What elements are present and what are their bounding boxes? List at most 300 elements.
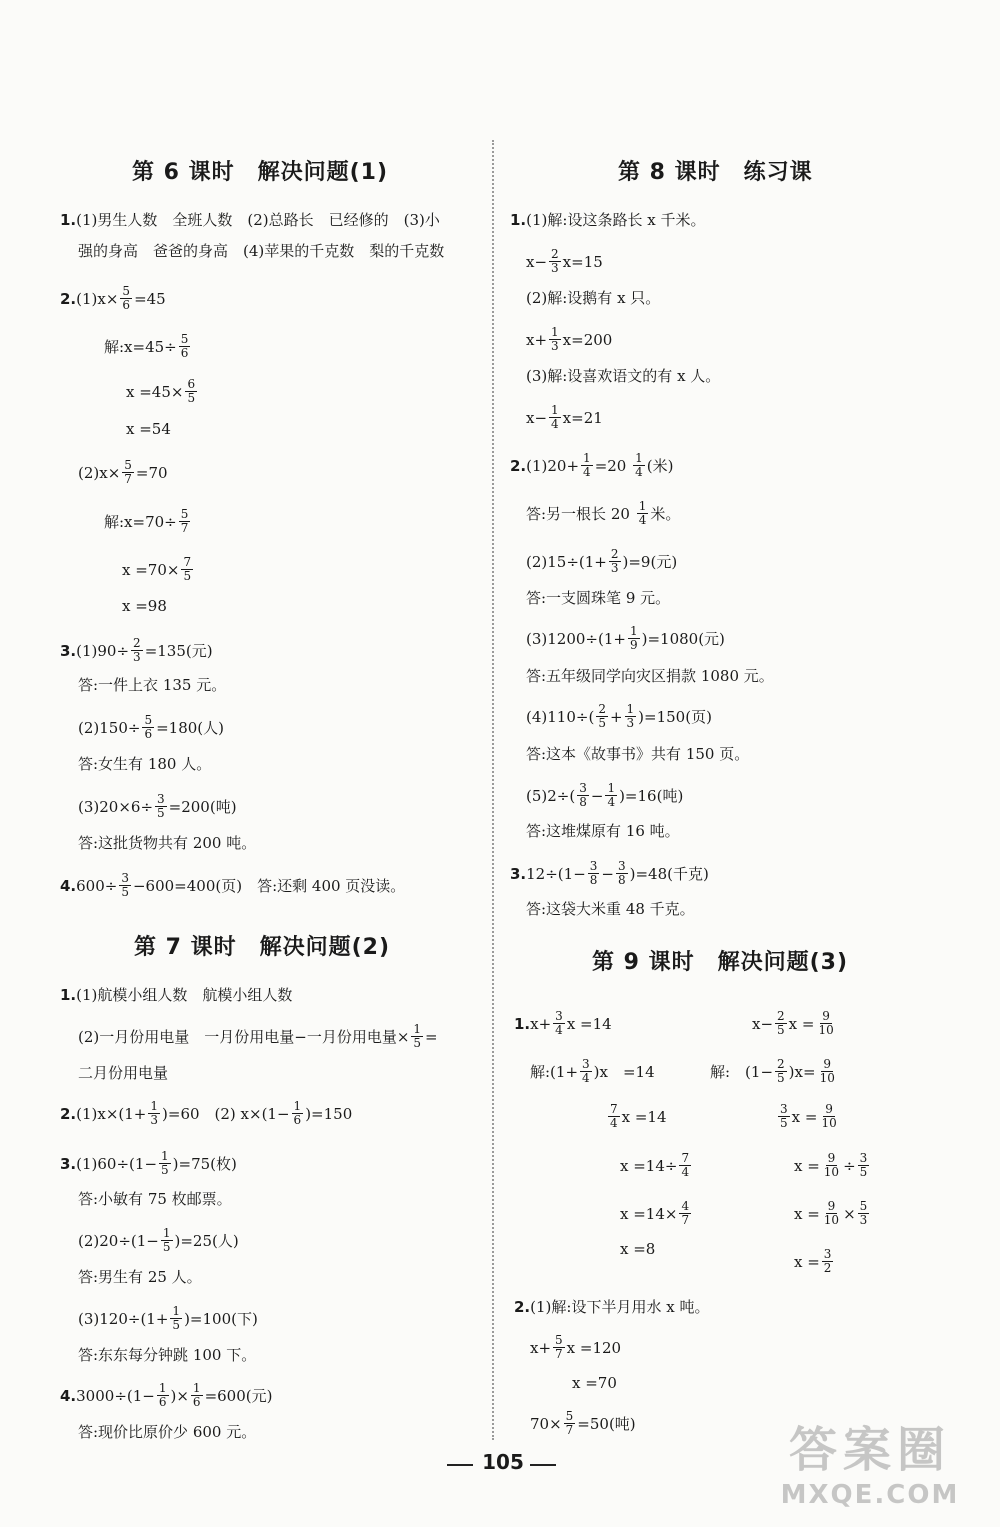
numerator: 7 (681, 1151, 690, 1165)
numerator: 1 (607, 781, 616, 795)
numerator: 1 (413, 1022, 422, 1036)
answer-line (530, 1058, 655, 1085)
line-text: − (590, 786, 604, 805)
line-text: x =8 (620, 1240, 656, 1258)
numerator: 9 (825, 1102, 833, 1116)
line-text: )× (170, 1386, 189, 1405)
line-text: (1)90÷ (76, 641, 130, 660)
numerator: 1 (158, 1381, 167, 1395)
denominator: 5 (161, 1163, 169, 1177)
line-text: − (601, 864, 614, 883)
line-text: x =14 (621, 1107, 667, 1126)
line-text: 600÷ (76, 876, 118, 895)
line-text: =50(吨) (577, 1414, 636, 1433)
line-text: 3000÷(1− (76, 1386, 155, 1405)
answer-line (78, 459, 168, 486)
numerator: 9 (822, 1009, 830, 1023)
numerator: 1 (626, 702, 635, 716)
numerator: 5 (180, 507, 189, 521)
line-text: (2)150÷ (78, 718, 141, 737)
answer-line (620, 1200, 693, 1227)
answer-line (572, 1372, 617, 1393)
numerator: 5 (565, 1409, 574, 1423)
numerator: 3 (823, 1247, 832, 1261)
line-text: 答:东东每分钟跳 100 下。 (78, 1346, 257, 1364)
line-text: x=15 (562, 252, 603, 271)
line-text: =135(元) (144, 641, 213, 660)
item-number: 2. (514, 1298, 531, 1316)
line-text: 答:这本《故事书》共有 150 页。 (526, 745, 750, 763)
answer-line (122, 595, 167, 616)
denominator: 8 (589, 873, 598, 887)
answer-line (526, 898, 695, 919)
denominator: 5 (413, 1036, 422, 1050)
answer-line (620, 1238, 655, 1259)
numerator: 5 (122, 284, 131, 298)
line-text: 米。 (650, 504, 681, 523)
line-text: x =120 (566, 1338, 622, 1357)
denominator: 5 (598, 716, 606, 730)
item-number: 1. (510, 211, 527, 229)
denominator: 8 (579, 795, 587, 809)
line-text: 答:现价比原价少 600 元。 (78, 1423, 257, 1441)
numerator: 3 (555, 1009, 563, 1023)
line-text: (2)20÷(1− (78, 1231, 159, 1250)
fraction (625, 703, 637, 730)
fraction (181, 556, 193, 583)
line-text: 答:一件上衣 135 元。 (78, 676, 227, 694)
line-text: x+ (530, 1338, 552, 1357)
fraction (191, 1382, 203, 1409)
fraction (148, 1100, 160, 1127)
answer-line (78, 793, 237, 820)
answer-line (606, 1103, 667, 1130)
numerator: 6 (187, 377, 196, 391)
denominator: 4 (610, 1116, 618, 1130)
answer-line (60, 872, 405, 899)
line-text: 强的身高 爸爸的身高 (4)苹果的千克数 梨的千克数 (78, 242, 445, 260)
line-text: (3)解:设喜欢语文的有 x 人。 (526, 367, 721, 385)
denominator: 5 (187, 391, 196, 405)
line-text: )=75(枚) (172, 1154, 237, 1173)
answer-line (78, 1344, 256, 1365)
fraction (131, 637, 143, 664)
item-number: 1. (514, 1014, 531, 1033)
line-text: 答:另一根长 20 (526, 504, 635, 523)
watermark-url: MXQE.COM (780, 1480, 960, 1510)
line-text: )=150 (305, 1104, 353, 1123)
line-text: x− (526, 408, 548, 427)
line-text: 答:五年级同学向灾区捐款 1080 元。 (526, 667, 774, 685)
answer-line (752, 1010, 838, 1037)
line-text: =200(吨) (168, 797, 237, 816)
line-text: (1)男生人数 全班人数 (2)总路长 已经修的 (3)小 (76, 211, 440, 229)
denominator: 6 (180, 346, 189, 360)
fraction (549, 404, 561, 431)
line-text: x = (791, 1107, 818, 1126)
denominator: 10 (823, 1213, 840, 1227)
line-text: (2)一月份用电量 一月份用电量−一月份用电量× (78, 1027, 410, 1046)
fraction (411, 1023, 423, 1050)
denominator: 5 (121, 885, 129, 899)
denominator: 10 (821, 1116, 837, 1130)
line-text: x =45× (126, 382, 184, 401)
answer-line (510, 209, 705, 230)
fraction (564, 1410, 576, 1437)
answer-line (526, 248, 603, 275)
denominator: 7 (555, 1347, 563, 1361)
answer-line (126, 378, 199, 405)
line-text: )=16(吨) (619, 786, 684, 805)
item-number: 1. (60, 986, 77, 1004)
answer-line (526, 703, 712, 730)
fraction (179, 508, 191, 535)
denominator: 5 (859, 1165, 868, 1179)
fraction (616, 860, 628, 887)
line-text: x =54 (126, 420, 171, 438)
line-text: =45 (134, 289, 166, 308)
answer-line (78, 674, 226, 695)
line-text: )=25(人) (174, 1231, 239, 1250)
line-text: )=9(元) (622, 552, 678, 571)
answer-line (794, 1248, 835, 1275)
numerator: 3 (121, 871, 129, 885)
denominator: 7 (565, 1423, 574, 1437)
denominator: 7 (180, 521, 189, 535)
line-text: (2)x× (78, 463, 121, 482)
numerator: 1 (161, 1149, 169, 1163)
numerator: 9 (827, 1199, 836, 1213)
answer-line (514, 1010, 612, 1037)
item-number: 1. (60, 211, 77, 229)
numerator: 2 (777, 1009, 785, 1023)
answer-line (526, 587, 670, 608)
line-text: )=100(下) (184, 1309, 258, 1328)
line-text: 答:这袋大米重 48 千克。 (526, 900, 695, 918)
answer-line (776, 1103, 841, 1130)
fraction (119, 872, 131, 899)
answer-line (104, 508, 192, 535)
line-text: )x= (788, 1062, 816, 1081)
fraction (588, 860, 600, 887)
line-text: (1)航模小组人数 航模小组人数 (76, 986, 293, 1004)
line-text: 答:小敏有 75 枚邮票。 (78, 1190, 232, 1208)
line-text: =180(人) (156, 718, 224, 737)
line-text: x =70× (122, 560, 180, 579)
answer-line (104, 333, 192, 360)
fraction (185, 378, 197, 405)
denominator: 3 (150, 1113, 159, 1127)
denominator: 5 (157, 806, 165, 820)
line-text: x=21 (562, 408, 603, 427)
line-text: 答:男生有 25 人。 (78, 1268, 202, 1286)
fraction (581, 452, 593, 479)
line-text: x =14× (620, 1204, 678, 1223)
item-number: 4. (60, 1386, 77, 1405)
denominator: 7 (124, 472, 132, 486)
numerator: 1 (551, 403, 559, 417)
numerator: 7 (610, 1102, 618, 1116)
numerator: 3 (579, 781, 587, 795)
numerator: 2 (133, 636, 141, 650)
page-number: 105 (482, 1450, 524, 1474)
item-number: 2. (60, 289, 77, 308)
line-text: x = (794, 1252, 820, 1271)
fraction (679, 1152, 691, 1179)
line-text: x− (752, 1014, 774, 1033)
answer-line (78, 753, 211, 774)
answer-line (122, 556, 195, 583)
line-text: (1)60÷(1− (76, 1154, 158, 1173)
fraction (596, 703, 608, 730)
denominator: 4 (635, 465, 643, 479)
line-text: = (425, 1027, 438, 1046)
numerator: 1 (293, 1099, 302, 1113)
line-text: + (609, 707, 623, 726)
fraction (858, 1152, 870, 1179)
line-text: (米) (646, 456, 674, 475)
denominator: 5 (183, 569, 192, 583)
denominator: 4 (551, 417, 559, 431)
line-text: =20 (594, 456, 632, 475)
numerator: 1 (172, 1304, 181, 1318)
denominator: 4 (555, 1023, 563, 1037)
answer-line (60, 285, 166, 312)
line-text: 解:(1+ (530, 1062, 579, 1081)
numerator: 1 (150, 1099, 159, 1113)
item-number: 2. (60, 1104, 77, 1123)
answer-line (510, 452, 673, 479)
line-text: 答:这批货物共有 200 吨。 (78, 834, 257, 852)
answer-line (794, 1152, 871, 1179)
lesson-9-title: 第 9 课时 解决问题(3) (592, 950, 849, 975)
line-text: 答:女生有 180 人。 (78, 755, 212, 773)
numerator: 9 (827, 1151, 836, 1165)
answer-line (514, 1296, 709, 1317)
numerator: 3 (780, 1102, 788, 1116)
numerator: 2 (598, 702, 606, 716)
fraction (159, 1150, 171, 1177)
numerator: 1 (551, 325, 559, 339)
line-text: −600=400(页) 答:还剩 400 页没读。 (132, 876, 406, 895)
fraction (122, 459, 134, 486)
fraction (822, 1152, 841, 1179)
denominator: 4 (681, 1165, 690, 1179)
lesson-7-title: 第 7 课时 解决问题(2) (134, 935, 391, 960)
line-text: x=200 (562, 330, 613, 349)
denominator: 3 (859, 1213, 868, 1227)
fraction (553, 1010, 565, 1037)
numerator: 3 (589, 859, 598, 873)
numerator: 2 (777, 1057, 785, 1071)
numerator: 5 (144, 713, 153, 727)
item-number: 2. (510, 456, 527, 475)
numerator: 5 (124, 458, 132, 472)
denominator: 2 (823, 1261, 832, 1275)
fraction (292, 1100, 304, 1127)
denominator: 4 (583, 465, 591, 479)
line-text: (1)解:设下半月用水 x 吨。 (530, 1298, 710, 1316)
numerator: 1 (638, 499, 647, 513)
line-text: x− (526, 252, 548, 271)
numerator: 1 (635, 451, 643, 465)
answer-line (126, 418, 171, 439)
fraction (608, 1103, 620, 1130)
numerator: 2 (551, 247, 559, 261)
denominator: 3 (551, 339, 559, 353)
line-text: )=60 (2) x×(1− (162, 1104, 290, 1123)
numerator: 1 (629, 624, 638, 638)
denominator: 4 (638, 513, 647, 527)
fraction (858, 1200, 870, 1227)
line-text: 解:x=45÷ (104, 337, 177, 356)
fraction (775, 1058, 787, 1085)
fraction (549, 248, 561, 275)
denominator: 10 (823, 1165, 840, 1179)
fraction (549, 326, 561, 353)
line-text: (1)x× (76, 289, 119, 308)
fraction (553, 1334, 565, 1361)
answer-line (78, 1023, 438, 1050)
fraction (179, 333, 191, 360)
denominator: 5 (780, 1116, 788, 1130)
answer-line (526, 820, 680, 841)
numerator: 1 (162, 1226, 171, 1240)
answer-line (78, 1266, 202, 1287)
denominator: 10 (818, 1023, 834, 1037)
line-text: )x =14 (593, 1062, 655, 1081)
line-text: =600(元) (204, 1386, 273, 1405)
answer-line (78, 1062, 168, 1083)
fraction (679, 1200, 691, 1227)
numerator: 9 (823, 1057, 832, 1071)
numerator: 1 (583, 451, 591, 465)
answer-line (60, 209, 440, 230)
answer-line (530, 1334, 621, 1361)
numerator: 3 (582, 1057, 590, 1071)
line-text: 解:x=70÷ (104, 512, 177, 531)
line-text: x =98 (122, 597, 167, 615)
answer-line (526, 365, 720, 386)
item-number: 3. (60, 1154, 77, 1173)
line-text: 70× (530, 1414, 562, 1433)
fraction (822, 1248, 834, 1275)
numerator: 5 (859, 1199, 868, 1213)
line-text: (1)20+ (526, 456, 580, 475)
numerator: 4 (681, 1199, 690, 1213)
line-text: (3)20×6÷ (78, 797, 154, 816)
denominator: 5 (162, 1240, 171, 1254)
fraction (142, 714, 154, 741)
line-text: (4)110÷( (526, 707, 595, 726)
fraction (628, 625, 640, 652)
line-text: (3)120÷(1+ (78, 1309, 169, 1328)
answer-line (78, 714, 224, 741)
answer-line (620, 1152, 693, 1179)
answer-line (526, 326, 612, 353)
line-text: x =14 (566, 1014, 612, 1033)
answer-line (60, 1150, 237, 1177)
line-text: x = (794, 1204, 820, 1223)
answer-line (60, 984, 292, 1005)
denominator: 6 (293, 1113, 302, 1127)
denominator: 3 (551, 261, 559, 275)
numerator: 1 (192, 1381, 201, 1395)
line-text: x = (794, 1156, 820, 1175)
answer-line (526, 625, 725, 652)
numerator: 3 (617, 859, 626, 873)
fraction (819, 1103, 838, 1130)
denominator: 3 (133, 650, 141, 664)
fraction (157, 1382, 169, 1409)
fraction (775, 1010, 787, 1037)
fraction (778, 1103, 790, 1130)
denominator: 5 (777, 1023, 785, 1037)
answer-line (526, 500, 680, 527)
line-text: )=150(页) (638, 707, 712, 726)
line-text: =70 (135, 463, 168, 482)
numerator: 3 (157, 792, 165, 806)
answer-line (60, 637, 213, 664)
line-text: × (843, 1204, 856, 1223)
fraction (816, 1010, 835, 1037)
line-text: (1)x×(1+ (76, 1104, 147, 1123)
answer-line (526, 665, 774, 686)
denominator: 6 (122, 298, 131, 312)
answer-line (78, 1421, 256, 1442)
fraction (633, 452, 645, 479)
item-number: 4. (60, 876, 77, 895)
line-text: (1)解:设这条路长 x 千米。 (526, 211, 706, 229)
fraction (609, 548, 621, 575)
answer-line (710, 1058, 839, 1085)
denominator: 4 (607, 795, 616, 809)
denominator: 3 (610, 561, 619, 575)
fraction (605, 782, 617, 809)
line-text: x = (788, 1014, 815, 1033)
answer-line (78, 1227, 239, 1254)
line-text: 答:一支圆珠笔 9 元。 (526, 589, 671, 607)
numerator: 7 (183, 555, 192, 569)
line-text: )=48(千克) (629, 864, 709, 883)
answer-line (78, 1188, 232, 1209)
denominator: 3 (626, 716, 635, 730)
fraction (170, 1305, 182, 1332)
answer-line (794, 1200, 871, 1227)
denominator: 8 (617, 873, 626, 887)
numerator: 5 (555, 1333, 563, 1347)
page-dash-right (530, 1464, 556, 1466)
answer-line (530, 1410, 636, 1437)
answer-line (526, 782, 683, 809)
item-number: 3. (60, 641, 77, 660)
denominator: 9 (629, 638, 638, 652)
answer-line (78, 240, 444, 261)
item-number: 3. (510, 864, 527, 883)
fraction (822, 1200, 841, 1227)
denominator: 6 (144, 727, 153, 741)
fraction (120, 285, 132, 312)
fraction (155, 793, 167, 820)
answer-line (60, 1100, 352, 1127)
fraction (161, 1227, 173, 1254)
denominator: 5 (172, 1318, 181, 1332)
line-text: )=1080(元) (641, 629, 725, 648)
line-text: 12÷(1− (526, 864, 586, 883)
denominator: 10 (819, 1071, 835, 1085)
line-text: x =14÷ (620, 1156, 678, 1175)
fraction (580, 1058, 592, 1085)
